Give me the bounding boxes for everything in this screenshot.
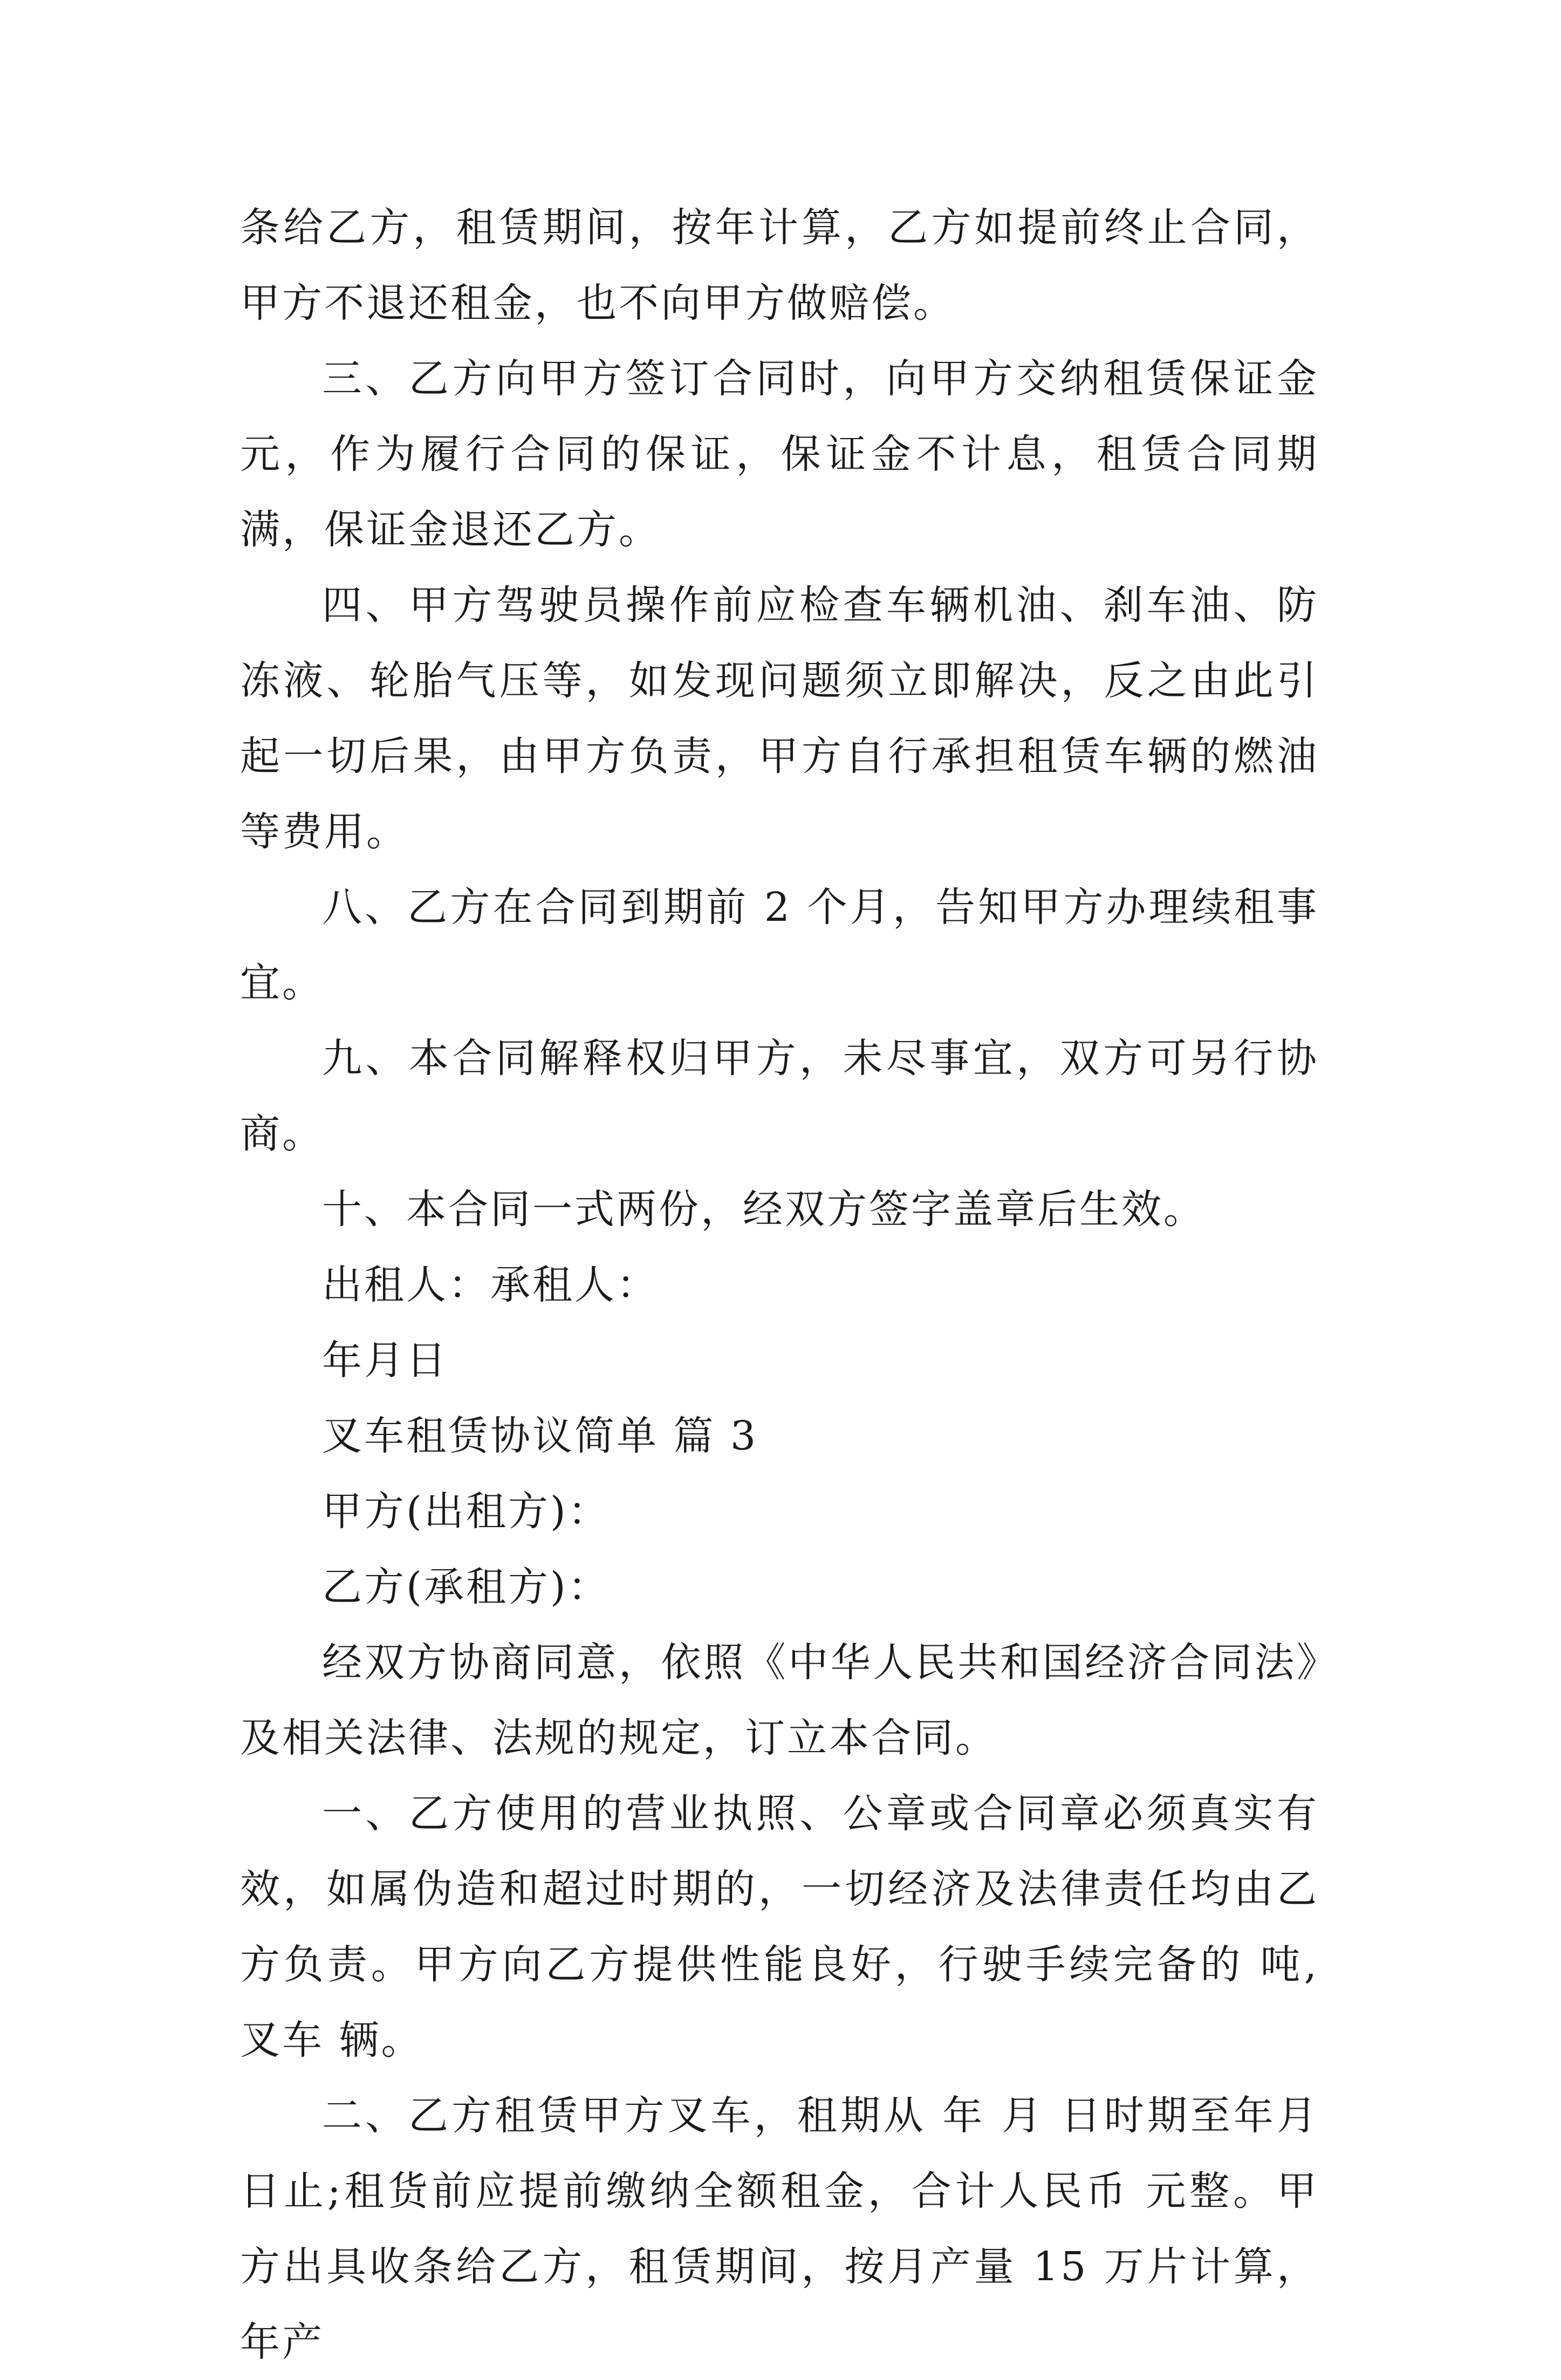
paragraph-clause-3-deposit: 三、乙方向甲方签订合同时，向甲方交纳租赁保证金元，作为履行合同的保证，保证金不计息，租赁合同期满，保证金退还乙方。 — [240, 355, 1319, 553]
paragraph-clause-10-effect: 十、本合同一式两份，经双方签字盖章后生效。 — [322, 1186, 1206, 1233]
party-a-line: 甲方(出租方)： — [322, 1488, 610, 1535]
document-body — [240, 190, 1319, 2380]
date-line: 年月日 — [322, 1337, 448, 1384]
paragraph-clause-4-inspection: 四、甲方驾驶员操作前应检查车辆机油、刹车油、防冻液、轮胎气压等，如发现问题须立即解决，反之由此引起一切后果，由甲方负责，甲方自行承担租赁车辆的燃油等费用。 — [240, 582, 1319, 855]
party-b-line: 乙方(承租方)： — [322, 1564, 610, 1610]
paragraph-preamble: 经双方协商同意，依照《中华人民共和国经济合同法》及相关法律、法规的规定，订立本合同。 — [240, 1639, 1319, 1761]
paragraph-clause-8-renewal: 八、乙方在合同到期前 2 个月，告知甲方办理续租事宜。 — [240, 884, 1319, 1006]
paragraph-clause-1-license: 一、乙方使用的营业执照、公章或合同章必须真实有效，如属伪造和超过时期的，一切经济及法律责任均由乙方负责。甲方向乙方提供性能良好，行驶手续完备的 吨,叉车 辆。 — [240, 1790, 1319, 2063]
signature-parties-line: 出租人：承租人： — [322, 1262, 659, 1308]
paragraph-clause-9-interpretation: 九、本合同解释权归甲方，未尽事宜，双方可另行协商。 — [240, 1035, 1319, 1157]
section-title: 叉车租赁协议简单 篇 3 — [322, 1413, 758, 1459]
paragraph-rent-terms-end: 条给乙方，租赁期间，按年计算，乙方如提前终止合同，甲方不退还租金，也不向甲方做赔偿。 — [240, 204, 1319, 326]
paragraph-clause-2-lease-term: 二、乙方租赁甲方叉车，租期从 年 月 日时期至年月日止;租货前应提前缴纳全额租金，合计人民币 元整。甲方出具收条给乙方，租赁期间，按月产量 15 万片计算，年产 — [240, 2092, 1319, 2365]
